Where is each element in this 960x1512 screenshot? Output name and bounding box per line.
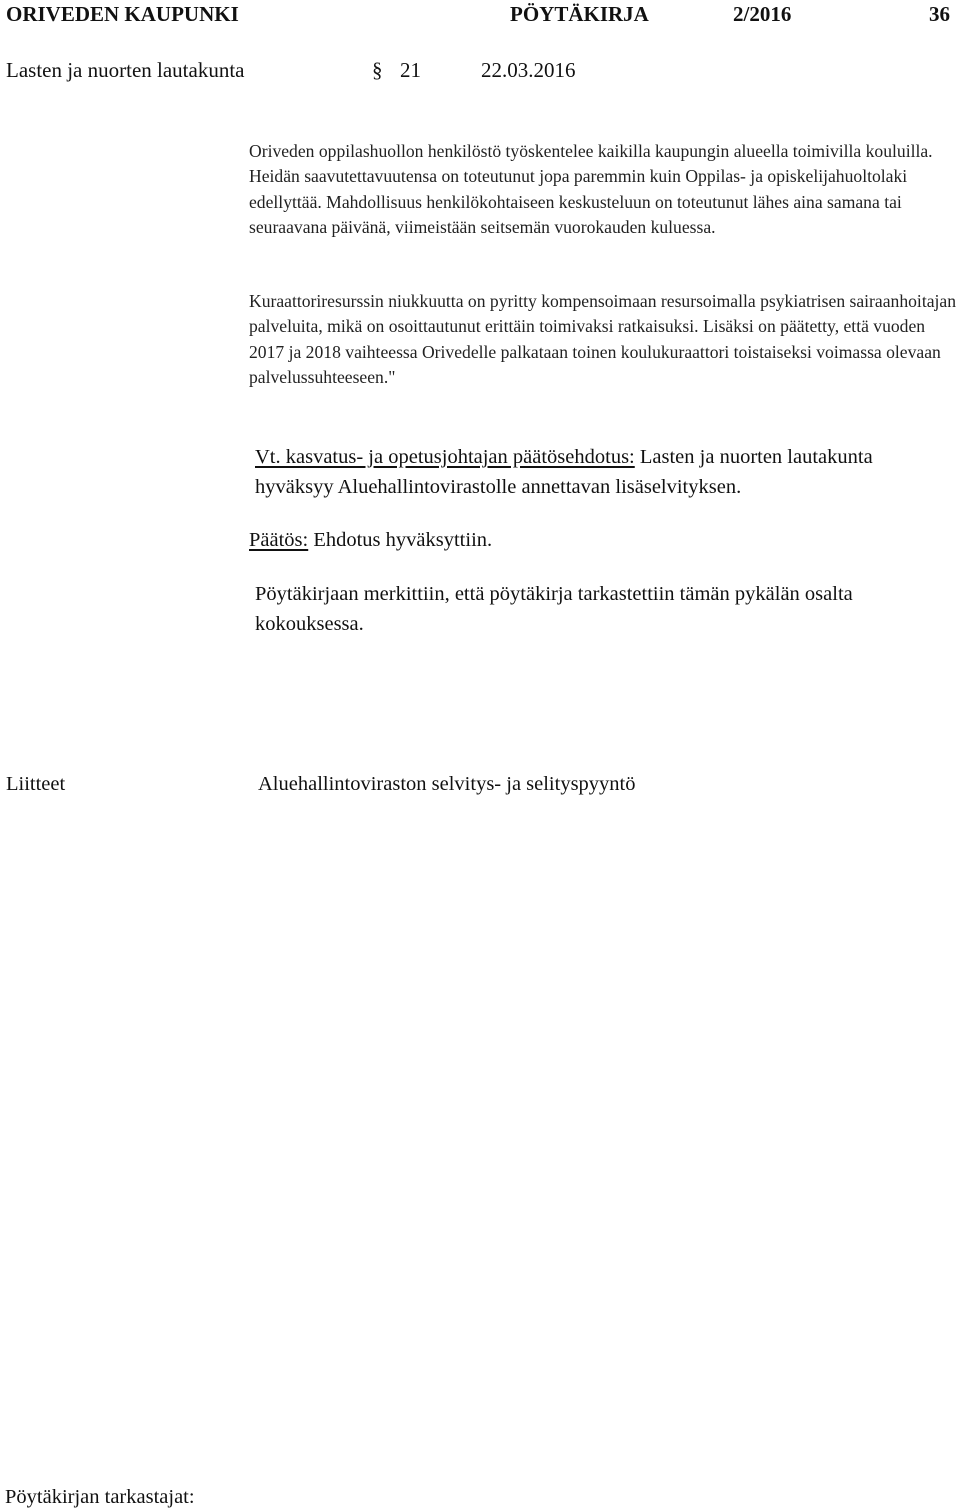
minutes-note: Pöytäkirjaan merkittiin, että pöytäkirja tarkastettiin tämän pykälän osalta kokouksessa. bbox=[255, 583, 853, 635]
doc-type: PÖYTÄKIRJA bbox=[510, 2, 649, 26]
reviewers-label: Pöytäkirjan tarkastajat: bbox=[5, 1486, 195, 1508]
proposal-paragraph bbox=[255, 443, 955, 502]
org-name: ORIVEDEN KAUPUNKI bbox=[6, 2, 239, 26]
doc-number: 2/2016 bbox=[733, 2, 792, 26]
meeting-date: 22.03.2016 bbox=[481, 58, 576, 82]
attachments-label: Liitteet bbox=[6, 773, 66, 795]
paragraph-resources: Kuraattoriresurssin niukkuutta on pyritty kompensoimaan resursoimalla psykiatrisen sairaanhoitajan palveluita, mikä on osoittautunut erittäin toimivaksi ratkaisuksi. Lisäksi on päätetty, että vuoden 2017 ja 2018 vaihteessa Orivedelle palkataan toinen koulukuraattori toistaiseksi voimassa olevaan palvelussuhteeseen." bbox=[249, 291, 957, 387]
decision-text: Ehdotus hyväksyttiin. bbox=[313, 529, 493, 551]
page-number: 36 bbox=[929, 2, 950, 26]
section-number: 21 bbox=[400, 58, 421, 82]
section-symbol: § bbox=[372, 58, 383, 82]
proposal-label: Vt. kasvatus- ja opetusjohtajan päätösehdotus: bbox=[255, 446, 635, 468]
committee-name: Lasten ja nuorten lautakunta bbox=[6, 58, 245, 82]
decision-paragraph bbox=[249, 526, 949, 556]
proposal-text: Lasten ja nuorten lautakunta hyväksyy Aluehallintovirastolle annettavan lisäselvityksen. bbox=[255, 446, 873, 498]
decision-label: Päätös: bbox=[249, 529, 309, 551]
paragraph-accessibility: Oriveden oppilashuollon henkilöstö työskentelee kaikilla kaupungin alueella toimivilla kouluilla. Heidän saavutettavuutensa on toteutunut jopa paremmin kuin Oppilas- ja opiskelijahuoltolaki edellyttää. Mahdollisuus henkilökohtaiseen keskusteluun on toteutunut lähes aina samana tai seuraavana päivänä, viimeistään seitsemän vuorokauden kuluessa. bbox=[249, 141, 933, 237]
attachment-item: Aluehallintoviraston selvitys- ja selityspyyntö bbox=[258, 773, 636, 795]
